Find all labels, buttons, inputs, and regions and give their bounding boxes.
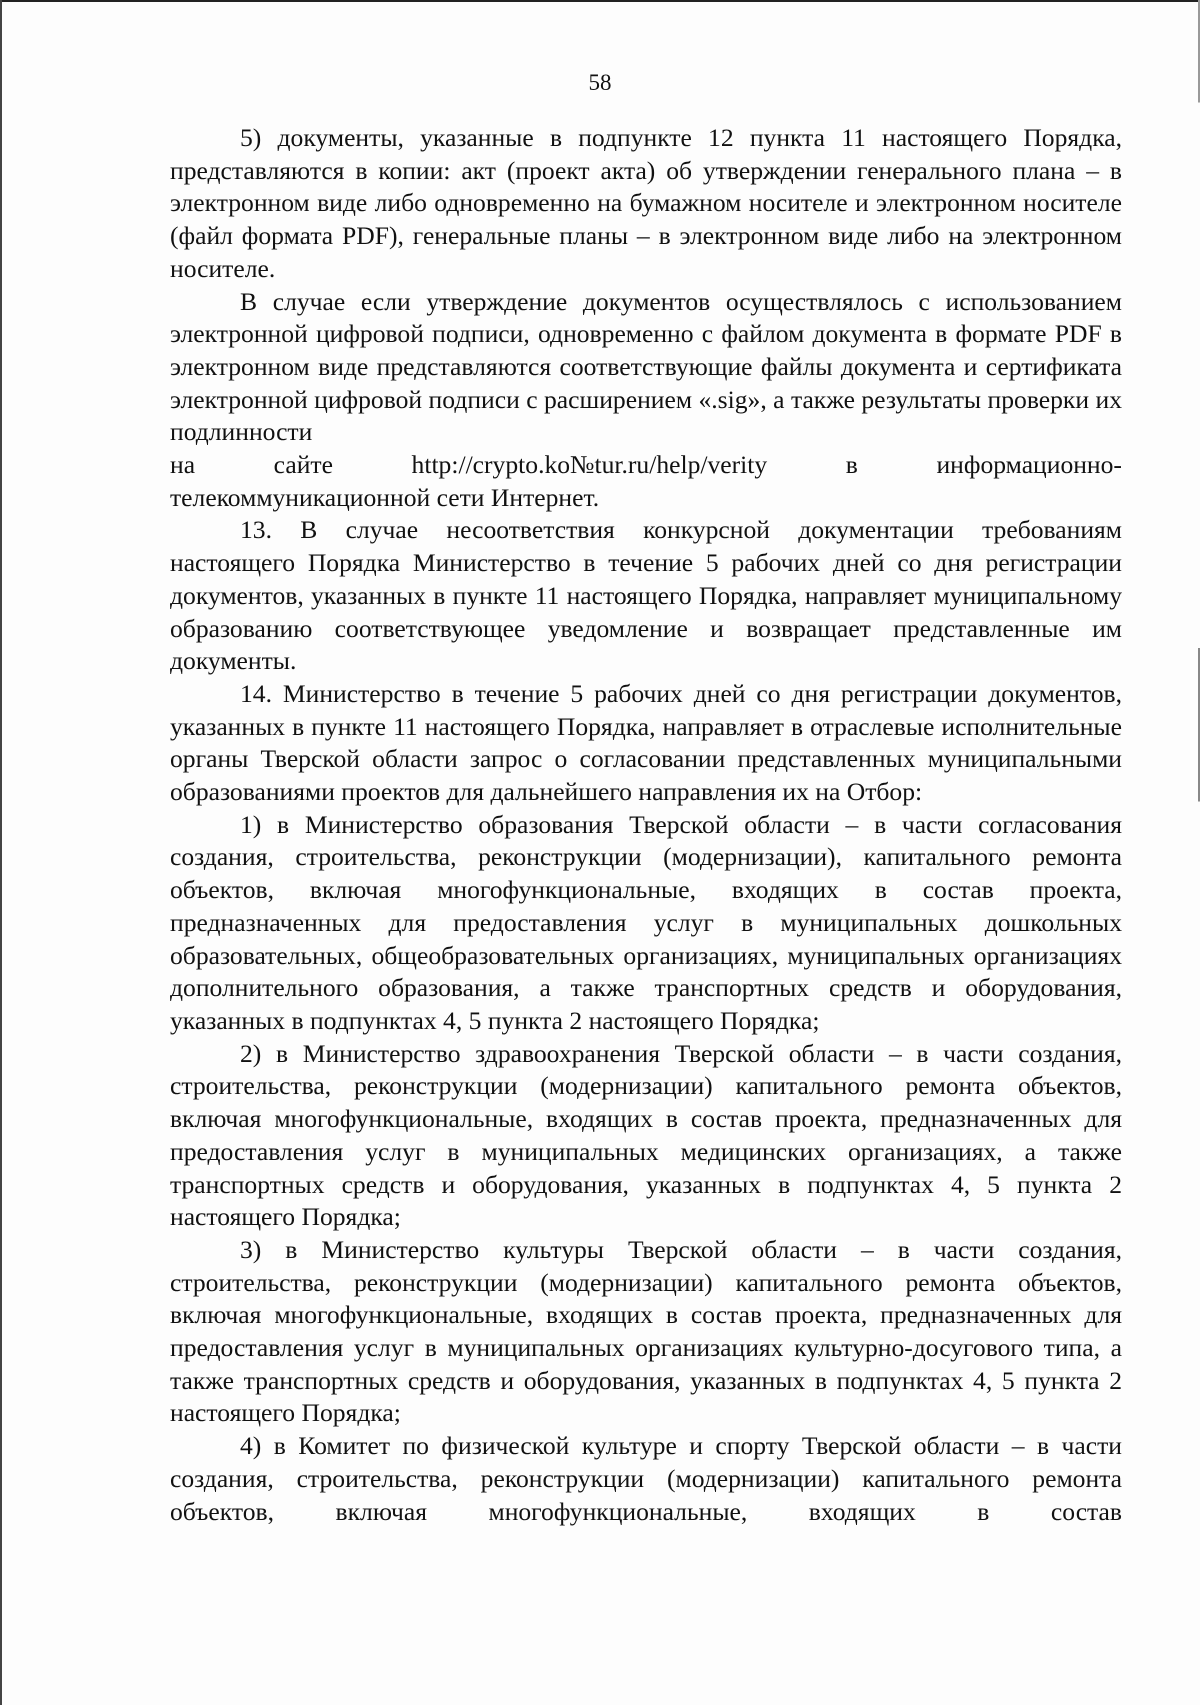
word-v: в (845, 450, 858, 480)
list-item-2: 2) в Министерство здравоохранения Тверской области – в части создания, строительства, реконструкции (модернизации) капитального ремонта объектов, включая многофункциональные, входящих в состав проекта, предназначенных для предоставления услуг в муниципальных медицинских организациях, а также транспортных средств и оборудования, указанных в подпунктах 4, 5 пункта 2 настоящего Порядка; (170, 1038, 1122, 1232)
list-item-3: 3) в Министерство культуры Тверской области – в части создания, строительства, реконструкции (модернизации) капитального ремонта объектов, включая многофункциональные, входящих в состав проекта, предназначенных для предоставления услуг в муниципальных организациях культурно-досугового типа, а также транспортных средств и оборудования, указанных в подпунктах 4, 5 пункта 2 настоящего Порядка; (170, 1234, 1122, 1428)
list-item-4: 4) в Комитет по физической культуре и спорту Тверской области – в части создания, строительства, реконструкции (модернизации) капитального ремонта объектов, включая многофункциональные, входящих в состав (170, 1431, 1122, 1526)
word-information: информационно- (936, 450, 1122, 480)
paragraph-signature-url-line (170, 449, 1122, 482)
document-body (170, 122, 1122, 1528)
paragraph-item-5: 5) документы, указанные в подпункте 12 пункта 11 настоящего Порядка, представляются в копии: акт (проект акта) об утверждении генерального плана – в электронном виде либо одновременно на бумажном носителе и электронном носителе (файл формата PDF), генеральные планы – в электронном виде либо на электронном носителе. (170, 123, 1122, 283)
word-na: на (170, 450, 196, 480)
scan-top-edge (0, 0, 1200, 2)
page-number: 58 (588, 70, 612, 95)
paragraph-13: 13. В случае несоответствия конкурсной документации требованиям настоящего Порядка Министерство в течение 5 рабочих дней со дня регистрации документов, указанных в пункте 11 настоящего Порядка, направляет муниципальному образованию соответствующее уведомление и возвращает представленные им документы. (170, 515, 1122, 676)
scan-left-edge (0, 0, 2, 1705)
paragraph-signature: В случае если утверждение документов осуществлялось с использованием электронной цифровой подписи, одновременно с файлом документа в формате PDF в электронном виде представляются соответствующие файлы документа и сертификата электронной цифровой подписи с расширением «.sig», а также результаты проверки их подлинности (170, 286, 1122, 447)
verification-url: http://crypto.ko№tur.ru/help/verity (411, 450, 768, 480)
list-item-1: 1) в Министерство образования Тверской области – в части согласования создания, строительства, реконструкции (модернизации), капитального ремонта объектов, включая многофункциональные, входящих в состав проекта, предназначенных для предоставления услуг в муниципальных дошкольных образовательных, общеобразовательных организациях, муниципальных организациях дополнительного образования, а также транспортных средств и оборудования, указанных в подпунктах 4, 5 пункта 2 настоящего Порядка; (170, 809, 1122, 1035)
word-site: сайте (273, 450, 333, 480)
paragraph-14: 14. Министерство в течение 5 рабочих дней со дня регистрации документов, указанных в пункте 11 настоящего Порядка, направляет в отраслевые исполнительные органы Тверской области запрос о согласовании представленных муниципальными образованиями проектов для дальнейшего направления их на Отбор: (170, 678, 1122, 807)
paragraph-signature-end: телекоммуникационной сети Интернет. (170, 482, 600, 512)
